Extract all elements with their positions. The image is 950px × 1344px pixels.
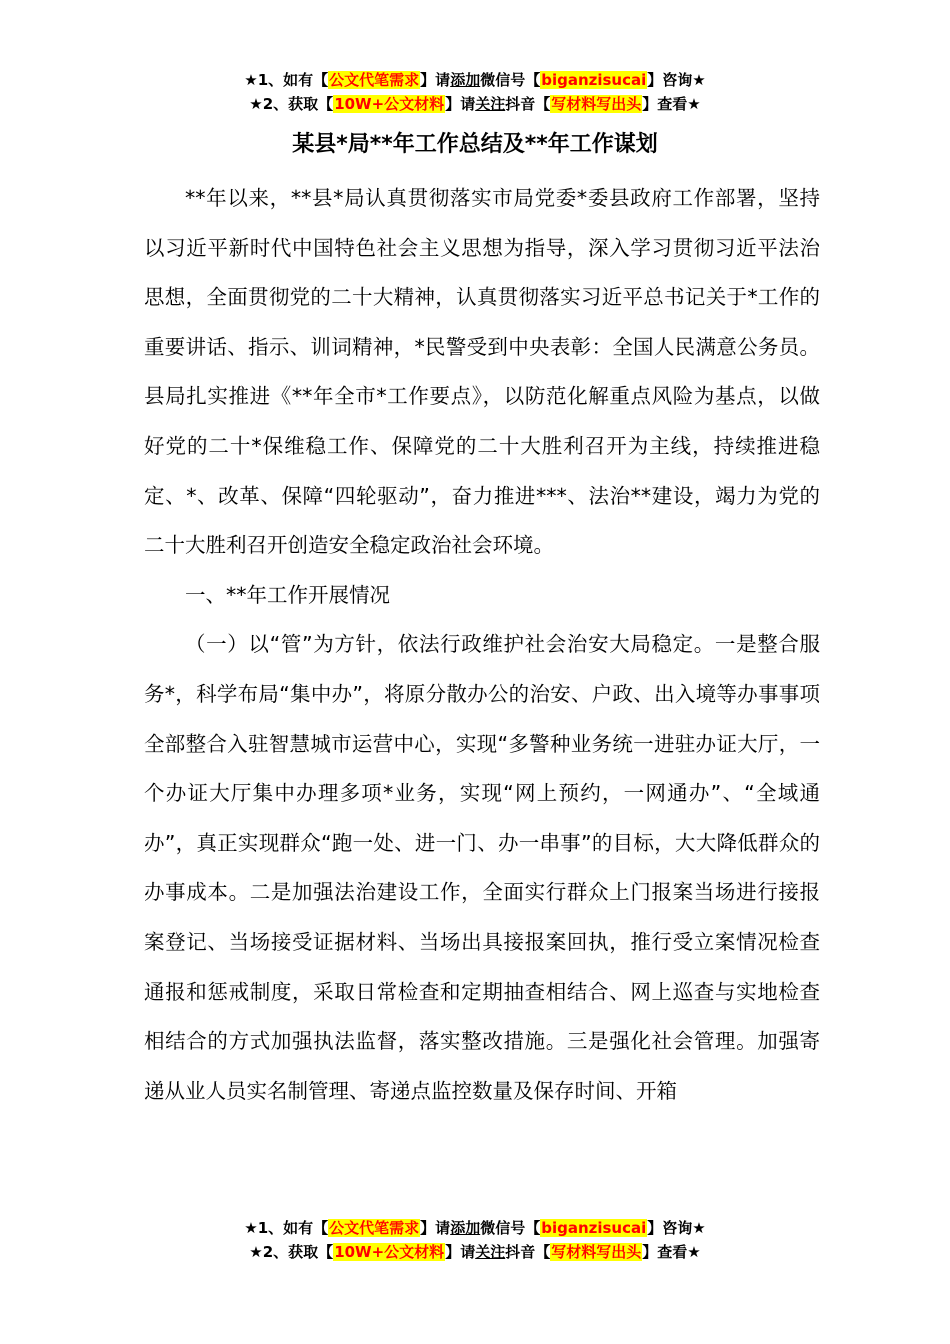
promo-line-2-emph: 关注 [475,95,506,113]
promo-line-1-after-emph: 微信号【 [480,71,541,89]
promo-highlight-douyin: 写材料写出头 [551,95,642,113]
promo-highlight-douyin: 写材料写出头 [551,1243,642,1261]
document-body [144,174,820,1116]
promo-line-2 [0,92,950,116]
promo-line-1-prefix: ★1、如有【 [244,1219,329,1237]
intro-paragraph: **年以来，**县*局认真贯彻落实市局党委*委县政府工作部署，坚持以习近平新时代中国特色社会主义思想为指导，深入学习贯彻习近平法治思想，全面贯彻党的二十大精神，认真贯彻落实习近平总书记关于*工作的重要讲话、指示、训词精神，*民警受到中央表彰：全国人民满意公务员。县局扎实推进《**年全市*工作要点》，以防范化解重点风险为基点，以做好党的二十*保维稳工作、保障党的二十大胜利召开为主线，持续推进稳定、*、改革、保障“四轮驱动”，奋力推进***、法治**建设，竭力为党的二十大胜利召开创造安全稳定政治社会环境。 [144,186,820,558]
promo-highlight-materials: 10W+公文材料 [334,1243,445,1261]
promo-line-1-middle: 】请 [420,1219,451,1237]
promo-highlight-service: 公文代笔需求 [329,1219,420,1237]
promo-line-1-prefix: ★1、如有【 [244,71,329,89]
promo-line-2-prefix: ★2、获取【 [249,95,334,113]
promo-line-2 [0,1240,950,1264]
promo-line-1 [0,68,950,92]
promo-line-1-after-emph: 微信号【 [480,1219,541,1237]
promo-highlight-service: 公文代笔需求 [329,71,420,89]
promo-line-2-after-emph: 抖音【 [505,95,551,113]
promo-line-1-emph: 添加 [450,1219,481,1237]
promo-highlight-wechat: biganzisucai [541,71,647,89]
section-heading: 一、**年工作开展情况 [185,582,390,607]
promo-banner-top [0,68,950,116]
promo-line-2-middle: 】请 [445,1243,476,1261]
promo-line-1-middle: 】请 [420,71,451,89]
promo-line-2-middle: 】请 [445,95,476,113]
document-title: 某县*局**年工作总结及**年工作谋划 [292,132,658,157]
promo-line-2-prefix: ★2、获取【 [249,1243,334,1261]
promo-highlight-wechat: biganzisucai [541,1219,647,1237]
promo-line-2-suffix: 】查看★ [642,95,701,113]
promo-line-2-emph: 关注 [475,1243,506,1261]
promo-line-2-after-emph: 抖音【 [505,1243,551,1261]
section-paragraph: （一）以“管”为方针，依法行政维护社会治安大局稳定。一是整合服务*，科学布局“集中办”，将原分散办公的治安、户政、出入境等办事事项全部整合入驻智慧城市运营中心，实现“多警种业务统一进驻办证大厅，一个办证大厅集中办理多项*业务，实现“网上预约，一网通办”、“全域通办”，真正实现群众“跑一处、进一门、办一串事”的目标，大大降低群众的办事成本。二是加强法治建设工作，全面实行群众上门报案当场进行接报案登记、当场接受证据材料、当场出具接报案回执，推行受立案情况检查通报和惩戒制度，采取日常检查和定期抽查相结合、网上巡查与实地检查相结合的方式加强执法监督，落实整改措施。三是强化社会管理。加强寄递从业人员实名制管理、寄递点监控数量及保存时间、开箱 [144,632,820,1103]
promo-line-1-suffix: 】咨询★ [647,71,706,89]
promo-line-1-suffix: 】咨询★ [647,1219,706,1237]
promo-banner-bottom [0,1216,950,1264]
promo-line-1-emph: 添加 [450,71,481,89]
promo-line-1 [0,1216,950,1240]
promo-line-2-suffix: 】查看★ [642,1243,701,1261]
promo-highlight-materials: 10W+公文材料 [334,95,445,113]
